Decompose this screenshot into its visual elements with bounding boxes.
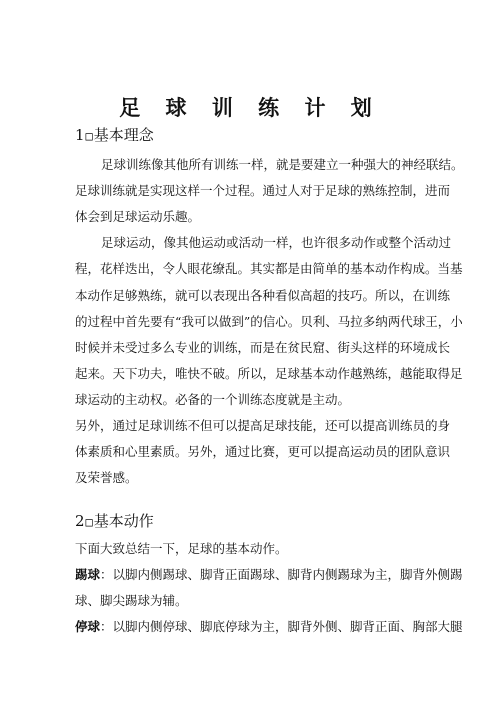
placeholder-box-icon: □ xyxy=(85,515,93,529)
section-1-line: 时候并未受过多么专业的训练，而是在贫民窟、街头这样的环境成长 xyxy=(75,340,451,355)
section-1-line: 程，花样迭出，令人眼花缭乱。其实都是由简单的基本动作构成。当基 xyxy=(75,261,463,276)
section-1-line: 起来。天下功夫，唯快不破。所以，足球基本动作越熟练，越能取得足 xyxy=(75,366,463,381)
section-1-line: 体会到足球运动乐趣。 xyxy=(75,209,201,224)
section-1-line: 球运动的主动权。必备的一个训练态度就是主动。 xyxy=(75,392,351,407)
section-1-line: 及荣誉感。 xyxy=(75,470,138,485)
kicking-term: 踢球 xyxy=(75,567,101,582)
section-1-line: 足球训练就是实现这样一个过程。通过人对于足球的熟练控制，进而 xyxy=(75,183,451,198)
stopping-text: ：以脚内侧停球、脚底停球为主，脚背外侧、脚背正面、胸部大腿 xyxy=(100,619,463,634)
section-1-line: 足球运动，像其他运动或活动一样，也许很多动作或整个活动过 xyxy=(101,235,452,250)
section-1-line: 足球训练像其他所有训练一样，就是要建立一种强大的神经联结。 xyxy=(101,157,464,172)
section-2-number: 2 xyxy=(75,512,85,530)
placeholder-box-icon: □ xyxy=(85,129,93,143)
section-1-title: 基本理念 xyxy=(93,126,154,144)
kicking-item xyxy=(75,567,463,583)
stopping-item xyxy=(75,619,463,635)
stopping-term: 停球 xyxy=(75,619,101,634)
section-1-line: 本动作足够熟练，就可以表现出各种看似高超的技巧。所以，在训练 xyxy=(75,288,451,303)
section-1-line: 的过程中首先要有“我可以做到”的信心。贝利、马拉多纳两代球王，小 xyxy=(75,314,463,329)
section-2-title: 基本动作 xyxy=(93,512,154,530)
section-1-number: 1 xyxy=(75,126,85,144)
section-2-intro: 下面大致总结一下，足球的基本动作。 xyxy=(75,541,288,556)
section-1-line: 体素质和心里素质。另外，通过比赛，更可以提高运动员的团队意识 xyxy=(75,444,451,459)
kicking-text-continued: 球、脚尖踢球为辅。 xyxy=(75,593,188,608)
section-2-heading xyxy=(75,510,154,531)
section-1-heading xyxy=(75,124,154,145)
section-1-line: 另外，通过足球训练不但可以提高足球技能，还可以提高训练员的身 xyxy=(75,418,451,433)
document-title: 足 球 训 练 计 划 xyxy=(119,95,381,120)
kicking-text: ：以脚内侧踢球、脚背正面踢球、脚背内侧踢球为主，脚背外侧踢 xyxy=(100,567,463,582)
